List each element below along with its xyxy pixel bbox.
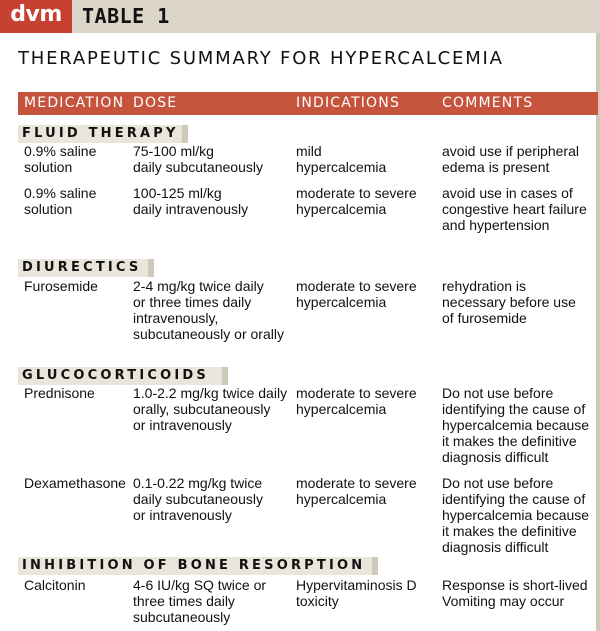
table-cell-dose: 2-4 mg/kg twice daily or three times daily intravenously, subcutaneously or orally [133, 278, 284, 342]
table-label: TABLE 1 [82, 4, 170, 28]
table-cell-comments: rehydration is necessary before use of furosemide [442, 278, 576, 326]
top-banner [0, 0, 600, 33]
table-cell-dose: 75-100 ml/kg daily subcutaneously [133, 143, 263, 175]
table-cell-dose: 0.1-0.22 mg/kg twice daily subcutaneously or intravenously [133, 475, 263, 523]
table-cell-medication: Furosemide [24, 278, 98, 294]
table-title: THERAPEUTIC SUMMARY FOR HYPERCALCEMIA [18, 48, 504, 69]
table-cell-indications: mild hypercalcemia [296, 143, 387, 175]
table-cell-medication: Calcitonin [24, 577, 86, 593]
section-heading-inhibition-of-bone-resorption: INHIBITION OF BONE RESORPTION [18, 557, 378, 575]
dvm-logo: dvm [0, 0, 72, 33]
table-cell-comments: avoid use in cases of congestive heart failure and hypertension [442, 185, 587, 233]
column-header-dose: DOSE [133, 95, 178, 111]
column-header-comments: COMMENTS [442, 95, 534, 111]
table-cell-medication: Dexamethasone [24, 475, 126, 491]
table-cell-comments: Response is short-lived Vomiting may occur [442, 577, 588, 609]
table-cell-comments: Do not use before identifying the cause of hypercalcemia because it makes the definitive diagnosis difficult [442, 385, 590, 465]
table-cell-dose: 100-125 ml/kg daily intravenously [133, 185, 249, 217]
table-cell-comments: Do not use before identifying the cause of hypercalcemia because it makes the definitive diagnosis difficult [442, 475, 590, 555]
table-cell-medication: Prednisone [24, 385, 95, 401]
table-cell-indications: moderate to severe hypercalcemia [296, 185, 417, 217]
table-cell-indications: moderate to severe hypercalcemia [296, 278, 417, 310]
column-header-medication: MEDICATION [24, 95, 125, 111]
table-cell-dose: 4-6 IU/kg SQ twice or three times daily subcutaneously [133, 577, 267, 625]
table-cell-indications: moderate to severe hypercalcemia [296, 385, 417, 417]
table-cell-comments: avoid use if peripheral edema is present [442, 143, 579, 175]
table-cell-medication: 0.9% saline solution [24, 143, 97, 175]
table-cell-indications: Hypervitaminosis D toxicity [296, 577, 417, 609]
section-heading-fluid-therapy: FLUID THERAPY [18, 125, 188, 143]
section-heading-glucocorticoids: GLUCOCORTICOIDS [18, 367, 228, 385]
section-heading-diurectics: DIURECTICS [18, 259, 154, 277]
table-cell-medication: 0.9% saline solution [24, 185, 97, 217]
column-header-bar [18, 92, 598, 115]
column-header-indications: INDICATIONS [296, 95, 401, 111]
table-cell-dose: 1.0-2.2 mg/kg twice daily orally, subcutaneously or intravenously [133, 385, 288, 433]
table-cell-indications: moderate to severe hypercalcemia [296, 475, 417, 507]
